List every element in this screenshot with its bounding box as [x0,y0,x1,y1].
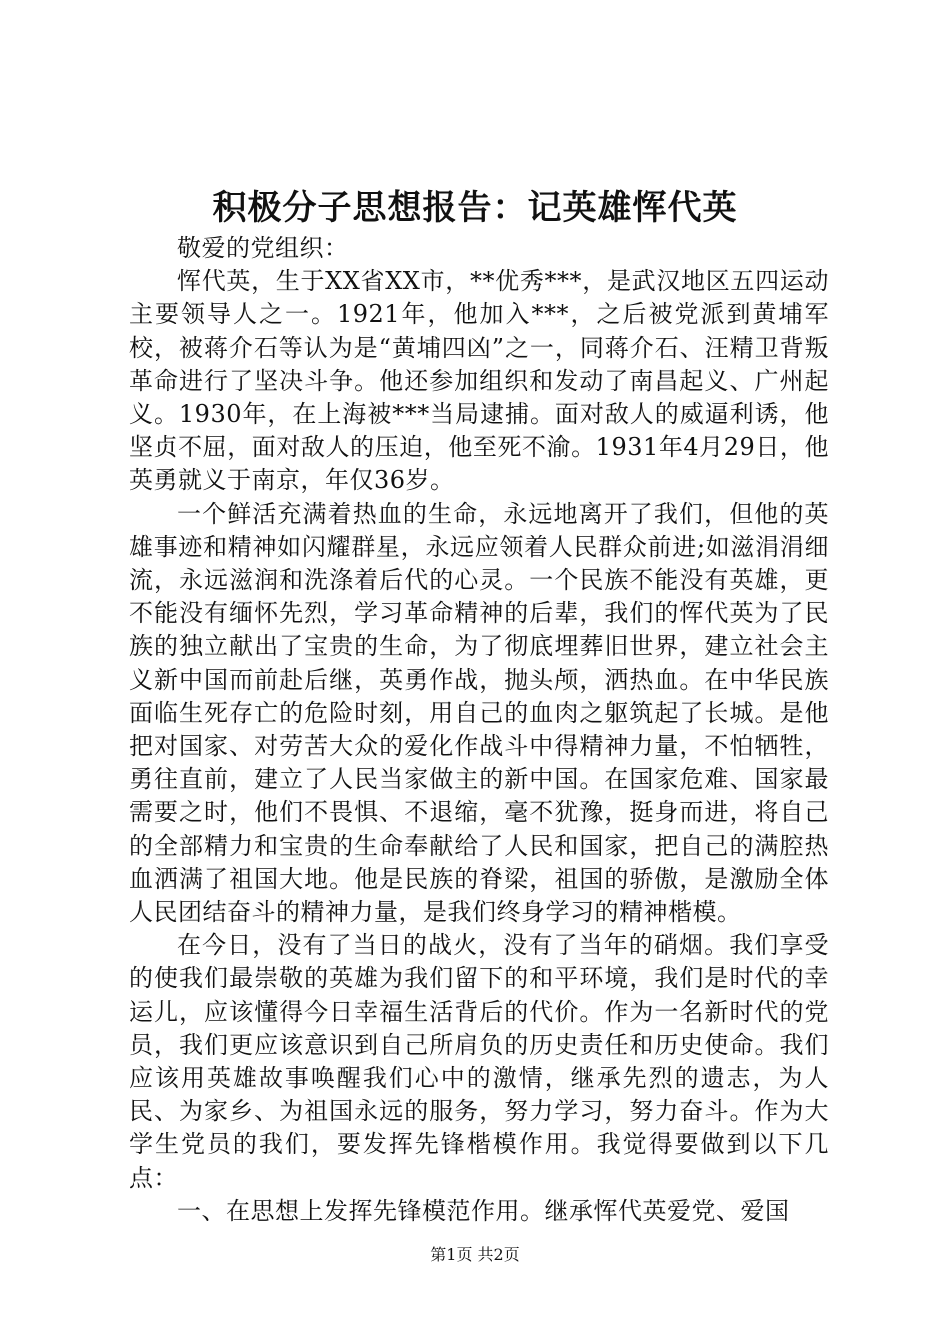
document-body [129,232,829,1228]
page-footer [0,1243,950,1267]
page-number: 第1页 共2页 [430,1245,520,1264]
document-title: 积极分子思想报告：记英雄恽代英 [212,188,738,228]
paragraph-point-one: 一、在思想上发挥先锋模范作用。继承恽代英爱党、爱国 [177,1196,790,1225]
paragraph-biography: 恽代英，生于XX省XX市，**优秀***，是武汉地区五四运动主要领导人之一。1921年，他加入***，之后被党派到黄埔军校，被蒋介石等认为是“黄埔四凶”之一，同蒋介石、汪精卫背叛革命进行了坚决斗争。他还参加组织和发动了南昌起义、广州起义。1930年，在上海被***当局逮捕。面对敌人的威逼利诱，他坚贞不屈，面对敌人的压迫，他至死不渝。1931年4月29日，他英勇就义于南京，年仅36岁。 [129,267,829,495]
paragraph-spirit: 一个鲜活充满着热血的生命，永远地离开了我们，但他的英雄事迹和精神如闪耀群星，永远应领着人民群众前进;如滋涓涓细流，永远滋润和洗涤着后代的心灵。一个民族不能没有英雄，更不能没有缅怀先烈，学习革命精神的后辈，我们的恽代英为了民族的独立献出了宝贵的生命，为了彻底埋葬旧世界，建立社会主义新中国而前赴后继，英勇作战，抛头颅，洒热血。在中华民族面临生死存亡的危险时刻，用自己的血肉之躯筑起了长城。是他把对国家、对劳苦大众的爱化作战斗中得精神力量，不怕牺牲，勇往直前，建立了人民当家做主的新中国。在国家危难、国家最需要之时，他们不畏惧、不退缩，毫不犹豫，挺身而进，将自己的全部精力和宝贵的生命奉献给了人民和国家，把自己的满腔热血洒满了祖国大地。他是民族的脊梁，祖国的骄傲，是激励全体人民团结奋斗的精神力量，是我们终身学习的精神楷模。 [129,499,829,927]
salutation: 敬爱的党组织： [177,234,349,262]
paragraph-today: 在今日，没有了当日的战火，没有了当年的硝烟。我们享受的使我们最崇敬的英雄为我们留下的和平环境，我们是时代的幸运儿，应该懂得今日幸福生活背后的代价。作为一名新时代的党员，我们更应该意识到自己所肩负的历史责任和历史使命。我们应该用英雄故事唤醒我们心中的激情，继承先烈的遗志，为人民、为家乡、为祖国永远的服务，努力学习，努力奋斗。作为大学生党员的我们，要发挥先锋楷模作用。我觉得要做到以下几点： [129,931,829,1192]
